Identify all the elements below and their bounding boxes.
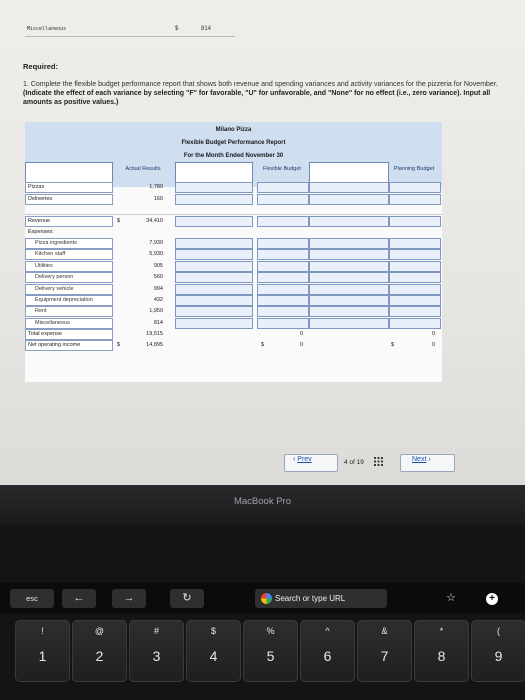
expense-3-planning[interactable] (389, 272, 441, 283)
forward-arrow-icon[interactable]: → (112, 589, 146, 608)
previous-table-row (25, 23, 235, 37)
next-text: Next (412, 456, 427, 463)
expense-3-variance-1[interactable] (175, 272, 253, 283)
net-income-flexible: 0 (299, 342, 303, 349)
key-symbol: ! (41, 626, 44, 636)
key-symbol: $ (210, 626, 216, 636)
expense-label-1: Kitchen staff (35, 251, 66, 258)
expense-0-variance-2[interactable] (309, 238, 389, 249)
variance-header-input-2[interactable] (309, 162, 389, 184)
expense-5-variance-1[interactable] (175, 295, 253, 306)
activity-0-flexible[interactable] (257, 182, 309, 193)
section-divider (25, 214, 442, 215)
activity-0-variance-1[interactable] (175, 182, 253, 193)
key-7[interactable] (357, 620, 412, 682)
report-period: For the Month Ended November 30 (183, 153, 284, 159)
expense-6-flexible[interactable] (257, 306, 309, 317)
company-name: Milano Pizza (215, 127, 252, 133)
expenses-label: Expenses: (28, 229, 54, 235)
net-income-actual: 14,895 (146, 342, 163, 349)
revenue-planning[interactable] (389, 216, 441, 227)
expense-label-3: Delivery person (35, 274, 74, 281)
device-label: MacBook Pro (233, 496, 292, 507)
net-income-planning-currency: $ (391, 342, 395, 349)
revenue-actual: 34,410 (146, 218, 163, 224)
google-icon (261, 593, 272, 604)
key-3[interactable] (129, 620, 184, 682)
prev-label: ‹ Prev (293, 456, 312, 463)
total-expense-flexible: 0 (299, 331, 303, 338)
key-1[interactable] (15, 620, 70, 682)
new-tab-icon[interactable]: + (486, 593, 498, 605)
expense-1-planning[interactable] (389, 249, 441, 260)
search-url-button[interactable] (255, 589, 387, 608)
expense-1-flexible[interactable] (257, 249, 309, 260)
total-expense-actual: 19,515 (146, 331, 163, 338)
reload-icon[interactable]: ↻ (170, 589, 204, 608)
instructions-bold: (Indicate the effect of each variance by selecting "F" for favorable, "U" for unfavorable, and "None" for no effect (i.e., zero variance). Input all amounts as positive values.) (23, 90, 491, 106)
required-heading: Required: (23, 62, 59, 71)
bookmark-star-icon[interactable]: ☆ (446, 592, 456, 604)
key-number: 6 (323, 648, 332, 664)
next-label: Next › (412, 456, 431, 463)
key-number: 1 (38, 648, 47, 664)
report-title: Flexible Budget Performance Report (181, 140, 286, 146)
back-arrow-icon[interactable]: ← (62, 589, 96, 608)
instructions (23, 80, 501, 107)
expense-actual-2: 905 (153, 262, 163, 269)
expense-1-variance-2[interactable] (309, 249, 389, 260)
net-income-label: Net operating income (28, 342, 81, 349)
col-actual-header: Actual Results (125, 166, 161, 172)
expense-actual-5: 432 (153, 297, 163, 303)
key-number: 3 (152, 648, 161, 664)
key-number: 8 (437, 648, 446, 664)
search-url-label: Search or type URL (275, 594, 346, 603)
revenue-flexible[interactable] (257, 216, 309, 227)
revenue-label: Revenue (28, 218, 51, 224)
prev-text: Prev (297, 456, 312, 463)
flexible-budget-report (25, 122, 442, 382)
total-expense-planning: 0 (431, 331, 435, 338)
expense-actual-0: 7,930 (149, 240, 163, 246)
expense-6-planning[interactable] (389, 306, 441, 317)
net-income-flexible-currency: $ (261, 342, 265, 349)
key-number: 9 (494, 648, 503, 664)
row-value: 814 (201, 26, 212, 32)
activity-0-planning[interactable] (389, 182, 441, 193)
key-number: 7 (380, 648, 389, 664)
activity-label-0: Pizzas (28, 184, 45, 190)
expense-6-variance-2[interactable] (309, 306, 389, 317)
key-number: 5 (266, 648, 275, 664)
expense-0-flexible[interactable] (257, 238, 309, 249)
expense-label-6: Rent (35, 308, 47, 315)
expense-1-variance-1[interactable] (175, 249, 253, 260)
expense-actual-7: 814 (153, 319, 163, 326)
expense-4-variance-1[interactable] (175, 284, 253, 295)
expense-0-variance-1[interactable] (175, 238, 253, 249)
key-number: 2 (95, 648, 104, 664)
expense-actual-1: 5,930 (149, 251, 163, 258)
key-number: 4 (209, 648, 218, 664)
expense-7-variance-1[interactable] (175, 318, 253, 329)
grid-icon[interactable] (374, 457, 383, 466)
col-planning-header: Planning Budget (393, 166, 435, 172)
key-5[interactable] (243, 620, 298, 682)
label-column-header (25, 162, 113, 184)
key-symbol: # (153, 626, 159, 636)
col-flexible-header: Flexible Budget (263, 166, 301, 172)
key-6[interactable] (300, 620, 355, 682)
touch-bar (0, 583, 525, 613)
expense-label-2: Utilities (35, 262, 53, 269)
key-4[interactable] (186, 620, 241, 682)
expense-actual-3: 560 (153, 274, 163, 281)
expense-4-flexible[interactable] (257, 284, 309, 295)
activity-label-1: Deliveries (28, 196, 53, 202)
expense-0-planning[interactable] (389, 238, 441, 249)
activity-1-variance-1[interactable] (175, 194, 253, 205)
esc-key[interactable]: esc (10, 589, 54, 608)
key-symbol: ^ (325, 626, 330, 636)
expense-2-variance-2[interactable] (309, 261, 389, 272)
page-count: 4 of 19 (344, 459, 364, 466)
activity-1-planning[interactable] (389, 194, 441, 205)
activity-1-variance-2[interactable] (309, 194, 389, 205)
expense-4-variance-2[interactable] (309, 284, 389, 295)
currency-sign: $ (175, 26, 179, 32)
expense-label-4: Delivery vehicle (35, 285, 74, 292)
variance-header-input-1[interactable] (175, 162, 253, 184)
revenue-currency: $ (117, 218, 121, 224)
expense-5-planning[interactable] (389, 295, 441, 306)
expense-actual-4: 994 (153, 285, 163, 292)
key-symbol: * (439, 626, 444, 636)
row-label: Miscellaneous (27, 26, 67, 32)
expense-5-variance-2[interactable] (309, 295, 389, 306)
instructions-text: 1. Complete the flexible budget performance report that shows both revenue and spending variances and activity variances for the pizzeria for November. (23, 81, 498, 88)
revenue-variance-2[interactable] (309, 216, 389, 227)
key-symbol: @ (94, 626, 105, 636)
expense-2-flexible[interactable] (257, 261, 309, 272)
expense-7-planning[interactable] (389, 318, 441, 329)
key-symbol: % (266, 626, 275, 636)
key-symbol: & (381, 626, 388, 636)
net-income-currency: $ (117, 342, 121, 349)
expense-label-5: Equipment depreciation (35, 297, 93, 303)
revenue-variance-1[interactable] (175, 216, 253, 227)
expense-3-flexible[interactable] (257, 272, 309, 283)
activity-0-variance-2[interactable] (309, 182, 389, 193)
expense-3-variance-2[interactable] (309, 272, 389, 283)
expense-2-variance-1[interactable] (175, 261, 253, 272)
key-2[interactable] (72, 620, 127, 682)
activity-actual-0: 1,780 (149, 184, 163, 190)
key-9[interactable] (471, 620, 525, 682)
expense-label-7: Miscellaneous (35, 319, 70, 326)
total-expense-label: Total expense (28, 331, 62, 338)
expense-2-planning[interactable] (389, 261, 441, 272)
expense-label-0: Pizza ingredients (35, 240, 77, 246)
activity-actual-1: 160 (153, 196, 163, 202)
expense-5-flexible[interactable] (257, 295, 309, 306)
key-8[interactable] (414, 620, 469, 682)
expense-6-variance-1[interactable] (175, 306, 253, 317)
activity-1-flexible[interactable] (257, 194, 309, 205)
expense-7-variance-2[interactable] (309, 318, 389, 329)
expense-actual-6: 1,950 (149, 308, 163, 315)
expense-4-planning[interactable] (389, 284, 441, 295)
expense-7-flexible[interactable] (257, 318, 309, 329)
key-symbol: ( (497, 626, 500, 636)
net-income-planning: 0 (431, 342, 435, 349)
